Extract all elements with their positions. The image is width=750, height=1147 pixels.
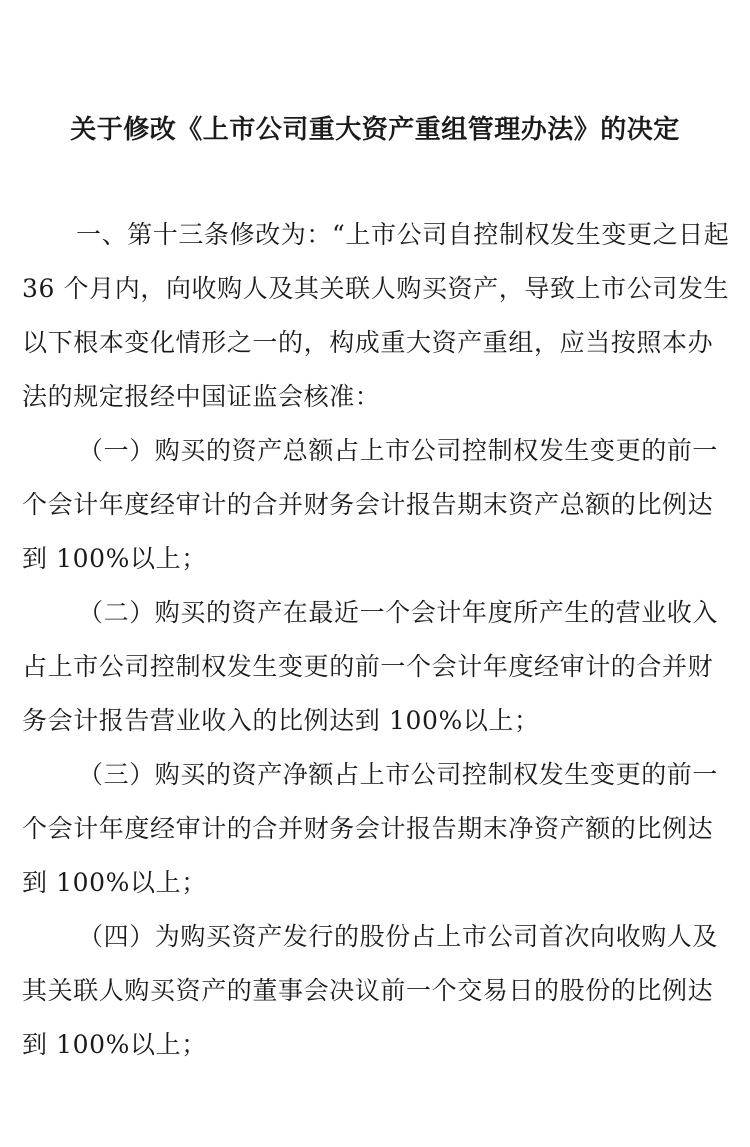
paragraph-line: 个会计年度经审计的合并财务会计报告期末净资产额的比例达: [22, 814, 714, 843]
paragraph-line: （三）购买的资产净额占上市公司控制权发生变更的前一: [78, 760, 719, 789]
paragraph-line: 以下根本变化情形之一的，构成重大资产重组，应当按照本办: [22, 328, 714, 357]
paragraph-line: 到 100%以上；: [22, 868, 207, 897]
paragraph-line: 到 100%以上；: [22, 1030, 207, 1059]
paragraph-line: 其关联人购买资产的董事会决议前一个交易日的股份的比例达: [22, 976, 714, 1005]
paragraph-line: （一）购买的资产总额占上市公司控制权发生变更的前一: [78, 436, 719, 465]
paragraph-line: 务会计报告营业收入的比例达到 100%以上；: [22, 706, 540, 735]
paragraph-line: 到 100%以上；: [22, 544, 207, 573]
paragraph-line: 法的规定报经中国证监会核准：: [22, 382, 381, 411]
document-title: 关于修改《上市公司重大资产重组管理办法》的决定: [70, 115, 680, 145]
paragraph-line: 占上市公司控制权发生变更的前一个会计年度经审计的合并财: [22, 652, 714, 681]
paragraph-item-3: [22, 748, 732, 910]
paragraph-line: （四）为购买资产发行的股份占上市公司首次向收购人及: [78, 922, 719, 951]
paragraph-line: （二）购买的资产在最近一个会计年度所产生的营业收入: [78, 598, 719, 627]
paragraph-article-13: [22, 208, 732, 424]
paragraph-line: 个会计年度经审计的合并财务会计报告期末资产总额的比例达: [22, 490, 714, 519]
paragraph-line: 一、第十三条修改为：“上市公司自控制权发生变更之日起: [76, 220, 730, 249]
paragraph-line: 36 个月内，向收购人及其关联人购买资产，导致上市公司发生: [22, 274, 730, 303]
document-body: [22, 208, 732, 1072]
paragraph-item-2: [22, 586, 732, 748]
paragraph-item-4: [22, 910, 732, 1072]
paragraph-item-1: [22, 424, 732, 586]
